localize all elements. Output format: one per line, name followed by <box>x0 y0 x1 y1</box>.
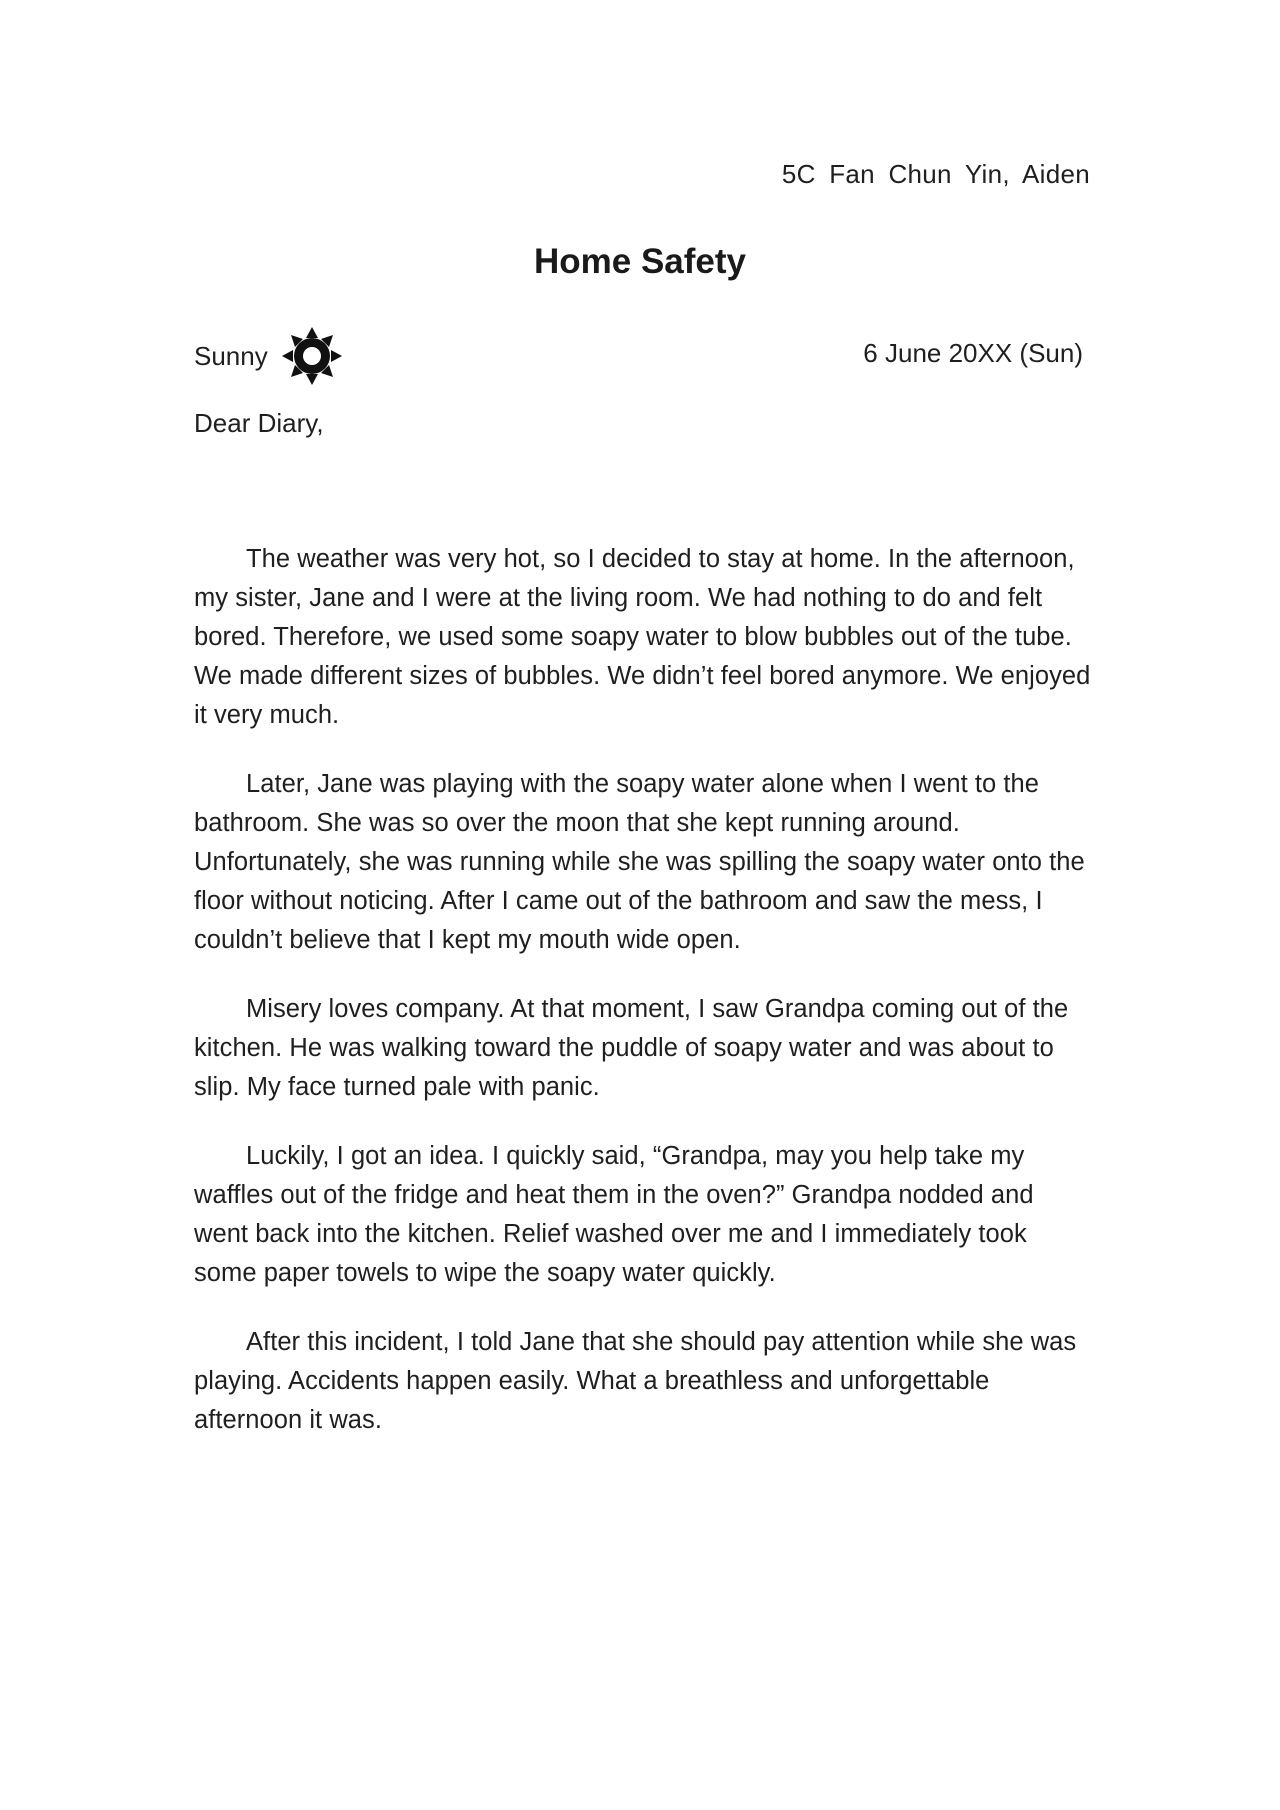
diary-date: 6 June 20XX (Sun) <box>863 338 1083 368</box>
paragraph: Later, Jane was playing with the soapy water alone when I went to the bathroom. She was so over the moon that she kept running around. Unfortunately, she was running while she was spilling the soapy water onto the floor without noticing. After I came out of the bathroom and saw the mess, I couldn’t believe that I kept my mouth wide open. <box>194 770 1085 954</box>
paragraph: Luckily, I got an idea. I quickly said, “Grandpa, may you help take my waffles out of the fridge and heat them in the oven?” Grandpa nodded and went back into the kitchen. Relief washed over me and I immediately took some paper towels to wipe the soapy water quickly. <box>194 1142 1034 1287</box>
paragraph: After this incident, I told Jane that she should pay attention while she was playing. Accidents happen easily. What a breathless and unforgettable afternoon it was. <box>194 1328 1077 1434</box>
paragraph: The weather was very hot, so I decided to stay at home. In the afternoon, my sister, Jane and I were at the living room. We had nothing to do and felt bored. Therefore, we used some soapy water to blow bubbles out of the tube. We made different sizes of bubbles. We didn’t feel bored anymore. We enjoyed it very much. <box>194 545 1091 729</box>
weather-line <box>194 333 344 379</box>
sun-icon <box>280 325 344 387</box>
author-name: 5C Fan Chun Yin, Aiden <box>781 159 1090 189</box>
paragraph: Misery loves company. At that moment, I saw Grandpa coming out of the kitchen. He was walking toward the puddle of soapy water and was about to slip. My face turned pale with panic. <box>194 995 1069 1101</box>
greeting: Dear Diary, <box>194 408 324 438</box>
page-title: Home Safety <box>533 242 747 281</box>
weather-label: Sunny <box>194 340 268 371</box>
diary-body <box>194 540 1094 1470</box>
